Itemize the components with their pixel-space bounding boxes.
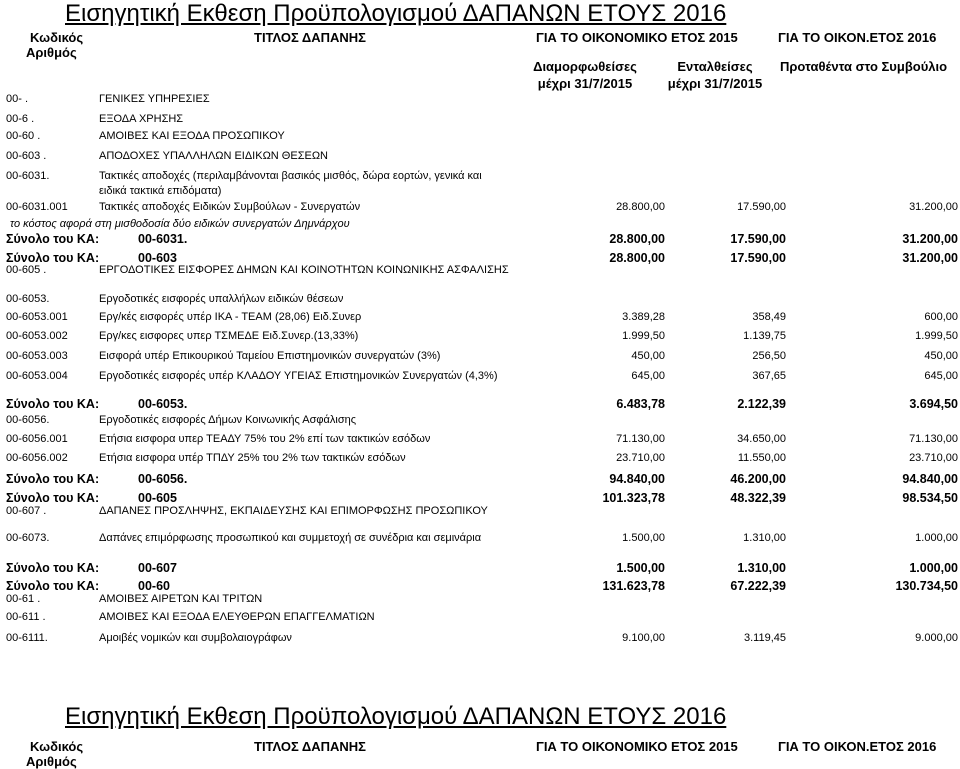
row-code: 00-6031. — [6, 170, 50, 182]
sum-amount-proposed: 130.734,50 — [895, 579, 958, 593]
sum-amount-proposed: 31.200,00 — [902, 232, 958, 246]
row-amount-ordered: 3.119,45 — [743, 632, 786, 644]
row-title-continued: ειδικά τακτικά επιδόματα) — [99, 185, 222, 197]
sum-amount-ordered: 67.222,39 — [730, 579, 786, 593]
row-code: 00-607 . — [6, 505, 47, 517]
row-amount-formed: 1.500,00 — [622, 532, 665, 544]
header-expense-title: ΤΙΤΛΟΣ ΔΑΠΑΝΗΣ — [254, 30, 366, 45]
row-code: 00-605 . — [6, 264, 47, 276]
row-title: ΕΞΟΔΑ ΧΡΗΣΗΣ — [99, 113, 184, 125]
sum-amount-formed: 6.483,78 — [616, 397, 665, 411]
row-code: 00-603 . — [6, 150, 47, 162]
row-title: Δαπάνες επιμόρφωσης προσωπικού και συμμετοχή σε συνέδρια και σεμινάρια — [99, 532, 482, 544]
row-amount-formed: 1.999,50 — [622, 330, 665, 342]
bottom-header-number: Αριθμός — [26, 754, 77, 769]
row-amount-ordered: 11.550,00 — [737, 452, 786, 464]
row-title: Εργοδοτικές εισφορές υπέρ ΚΛΑΔΟΥ ΥΓΕΙΑΣ Επιστημονικών Συνεργατών (4,3%) — [99, 370, 498, 382]
sum-label: Σύνολο του ΚΑ: — [6, 579, 100, 593]
bottom-header-expense-title: ΤΙΤΛΟΣ ΔΑΠΑΝΗΣ — [254, 739, 366, 754]
header-fy2015: ΓΙΑ ΤΟ ΟΙΚΟΝΟΜΙΚΟ ΕΤΟΣ 2015 — [536, 30, 738, 45]
row-amount-ordered: 358,49 — [752, 311, 786, 323]
sum-amount-ordered: 17.590,00 — [730, 251, 786, 265]
sum-amount-ordered: 48.322,39 — [730, 491, 786, 505]
row-amount-ordered: 1.310,00 — [743, 532, 786, 544]
sum-amount-formed: 94.840,00 — [609, 472, 665, 486]
header-number: Αριθμός — [26, 45, 77, 60]
row-code: 00-6056.001 — [6, 433, 68, 445]
sum-code: 00-6056. — [138, 472, 188, 486]
row-amount-formed: 71.130,00 — [616, 433, 665, 445]
row-amount-proposed: 645,00 — [924, 370, 958, 382]
note: το κόστος αφορά στη μισθοδοσία δύο ειδικών συνεργατών Δημνάρχου — [10, 218, 350, 230]
row-title: Εργ/κες εισφορες υπερ ΤΣΜΕΔΕ Ειδ.Συνερ.(13,33%) — [99, 330, 359, 342]
row-amount-ordered: 256,50 — [752, 350, 786, 362]
row-amount-formed: 28.800,00 — [616, 201, 665, 213]
row-code: 00-6 . — [6, 113, 35, 125]
row-code: 00-61 . — [6, 593, 41, 605]
row-title: ΕΡΓΟΔΟΤΙΚΕΣ ΕΙΣΦΟΡΕΣ ΔΗΜΩΝ ΚΑΙ ΚΟΙΝΟΤΗΤΩΝ ΚΟΙΝΩΝΙΚΗΣ ΑΣΦΑΛΙΣΗΣ — [99, 264, 509, 276]
row-title: Εργοδοτικές εισφορές υπαλλήλων ειδικών θέσεων — [99, 293, 344, 305]
row-code: 00-611 . — [6, 611, 46, 623]
sum-amount-proposed: 3.694,50 — [909, 397, 958, 411]
row-amount-proposed: 31.200,00 — [909, 201, 958, 213]
row-amount-formed: 645,00 — [631, 370, 665, 382]
row-amount-proposed: 23.710,00 — [909, 452, 958, 464]
sum-code: 00-6031. — [138, 232, 188, 246]
header-ordered-l2: μέχρι 31/7/2015 — [667, 76, 763, 91]
row-code: 00-6053.004 — [6, 370, 68, 382]
row-code: 00-6053.002 — [6, 330, 68, 342]
row-amount-proposed: 9.000,00 — [915, 632, 958, 644]
row-amount-formed: 9.100,00 — [622, 632, 665, 644]
sum-amount-formed: 131.623,78 — [602, 579, 665, 593]
header-formed-l2: μέχρι 31/7/2015 — [537, 76, 633, 91]
header-ordered — [655, 58, 775, 92]
row-title: Ετήσια εισφορα υπέρ ΤΠΔΥ 25% του 2% των τακτικών εσόδων — [99, 452, 406, 464]
sum-amount-formed: 101.323,78 — [602, 491, 665, 505]
row-title: ΑΜΟΙΒΕΣ ΚΑΙ ΕΞΟΔΑ ΠΡΟΣΩΠΙΚΟΥ — [99, 130, 285, 142]
row-title: Εργ/κές εισφορές υπέρ ΙΚΑ - ΤΕΑΜ (28,06) Ειδ.Συνερ — [99, 311, 362, 323]
sum-label: Σύνολο του ΚΑ: — [6, 472, 100, 486]
sum-code: 00-603 — [138, 251, 177, 265]
row-amount-ordered: 34.650,00 — [737, 433, 786, 445]
sum-amount-formed: 28.800,00 — [609, 232, 665, 246]
row-code: 00-6056. — [6, 414, 50, 426]
row-amount-proposed: 1.999,50 — [915, 330, 958, 342]
row-amount-proposed: 1.000,00 — [915, 532, 958, 544]
bottom-header-fy2015: ΓΙΑ ΤΟ ΟΙΚΟΝΟΜΙΚΟ ΕΤΟΣ 2015 — [536, 739, 738, 754]
bottom-page-title: Εισηγητική Εκθεση Προϋπολογισμού ΔΑΠΑΝΩΝ ΕΤΟΥΣ 2016 — [65, 703, 727, 730]
sum-label: Σύνολο του ΚΑ: — [6, 397, 100, 411]
sum-amount-proposed: 98.534,50 — [902, 491, 958, 505]
row-amount-ordered: 367,65 — [752, 370, 786, 382]
header-code: Κωδικός — [30, 30, 84, 45]
row-title: Αμοιβές νομικών και συμβολαιογράφων — [99, 632, 292, 644]
row-amount-formed: 3.389,28 — [622, 311, 665, 323]
row-title: ΑΜΟΙΒΕΣ ΚΑΙ ΕΞΟΔΑ ΕΛΕΥΘΕΡΩΝ ΕΠΑΓΓΕΛΜΑΤΙΩΝ — [99, 611, 375, 623]
sum-amount-ordered: 1.310,00 — [737, 561, 786, 575]
bottom-header-code: Κωδικός — [30, 739, 84, 754]
row-code: 00-6111. — [6, 632, 48, 644]
page-title: Εισηγητική Εκθεση Προϋπολογισμού ΔΑΠΑΝΩΝ ΕΤΟΥΣ 2016 — [65, 0, 727, 27]
header-proposed: Προταθέντα στο Συμβούλιο — [780, 59, 948, 74]
row-amount-formed: 23.710,00 — [616, 452, 665, 464]
row-title: Τακτικές αποδοχές Ειδικών Συμβούλων - Συνεργατών — [99, 201, 361, 213]
header-ordered-l1: Ενταλθείσες — [677, 59, 753, 74]
sum-amount-ordered: 2.122,39 — [737, 397, 786, 411]
header-formed — [520, 58, 650, 92]
row-amount-proposed: 450,00 — [924, 350, 958, 362]
row-title: Ετήσια εισφορα υπερ ΤΕΑΔΥ 75% του 2% επί των τακτικών εσόδων — [99, 433, 431, 445]
sum-amount-formed: 28.800,00 — [609, 251, 665, 265]
sum-amount-proposed: 31.200,00 — [902, 251, 958, 265]
sum-label: Σύνολο του ΚΑ: — [6, 251, 100, 265]
row-code: 00-6056.002 — [6, 452, 68, 464]
sum-code: 00-605 — [138, 491, 177, 505]
sum-code: 00-60 — [138, 579, 170, 593]
row-title: ΔΑΠΑΝΕΣ ΠΡΟΣΛΗΨΗΣ, ΕΚΠΑΙΔΕΥΣΗΣ ΚΑΙ ΕΠΙΜΟΡΦΩΣΗΣ ΠΡΟΣΩΠΙΚΟΥ — [99, 505, 488, 517]
row-amount-formed: 450,00 — [631, 350, 665, 362]
sum-label: Σύνολο του ΚΑ: — [6, 491, 100, 505]
row-code: 00-6053. — [6, 293, 50, 305]
row-code: 00-6031.001 — [6, 201, 68, 213]
sum-amount-formed: 1.500,00 — [616, 561, 665, 575]
header-fy2016: ΓΙΑ ΤΟ ΟΙΚΟΝ.ΕΤΟΣ 2016 — [778, 30, 937, 45]
row-code: 00-6053.003 — [6, 350, 68, 362]
sum-code: 00-607 — [138, 561, 177, 575]
sum-amount-proposed: 1.000,00 — [909, 561, 958, 575]
row-title: ΓΕΝΙΚΕΣ ΥΠΗΡΕΣΙΕΣ — [99, 93, 210, 105]
row-title: Εργοδοτικές εισφορές Δήμων Κοινωνικής Ασφάλισης — [99, 414, 357, 426]
row-title: Τακτικές αποδοχές (περιλαμβάνονται βασικός μισθός, δώρα εορτών, γενικά και — [99, 170, 482, 182]
row-title: ΑΠΟΔΟΧΕΣ ΥΠΑΛΛΗΛΩΝ ΕΙΔΙΚΩΝ ΘΕΣΕΩΝ — [99, 150, 328, 162]
sum-amount-proposed: 94.840,00 — [902, 472, 958, 486]
sum-label: Σύνολο του ΚΑ: — [6, 561, 100, 575]
row-amount-ordered: 1.139,75 — [743, 330, 786, 342]
sum-amount-ordered: 17.590,00 — [730, 232, 786, 246]
row-amount-ordered: 17.590,00 — [737, 201, 786, 213]
row-title: Εισφορά υπέρ Επικουρικού Ταμείου Επιστημονικών συνεργατών (3%) — [99, 350, 441, 362]
row-code: 00- . — [6, 93, 29, 105]
sum-code: 00-6053. — [138, 397, 188, 411]
row-amount-proposed: 600,00 — [924, 311, 958, 323]
row-code: 00-6073. — [6, 532, 50, 544]
row-amount-proposed: 71.130,00 — [909, 433, 958, 445]
sum-amount-ordered: 46.200,00 — [730, 472, 786, 486]
row-code: 00-60 . — [6, 130, 41, 142]
sum-label: Σύνολο του ΚΑ: — [6, 232, 100, 246]
row-title: ΑΜΟΙΒΕΣ ΑΙΡΕΤΩΝ ΚΑΙ ΤΡΙΤΩΝ — [99, 593, 263, 605]
header-formed-l1: Διαμορφωθείσες — [533, 59, 637, 74]
row-code: 00-6053.001 — [6, 311, 68, 323]
bottom-header-fy2016: ΓΙΑ ΤΟ ΟΙΚΟΝ.ΕΤΟΣ 2016 — [778, 739, 937, 754]
